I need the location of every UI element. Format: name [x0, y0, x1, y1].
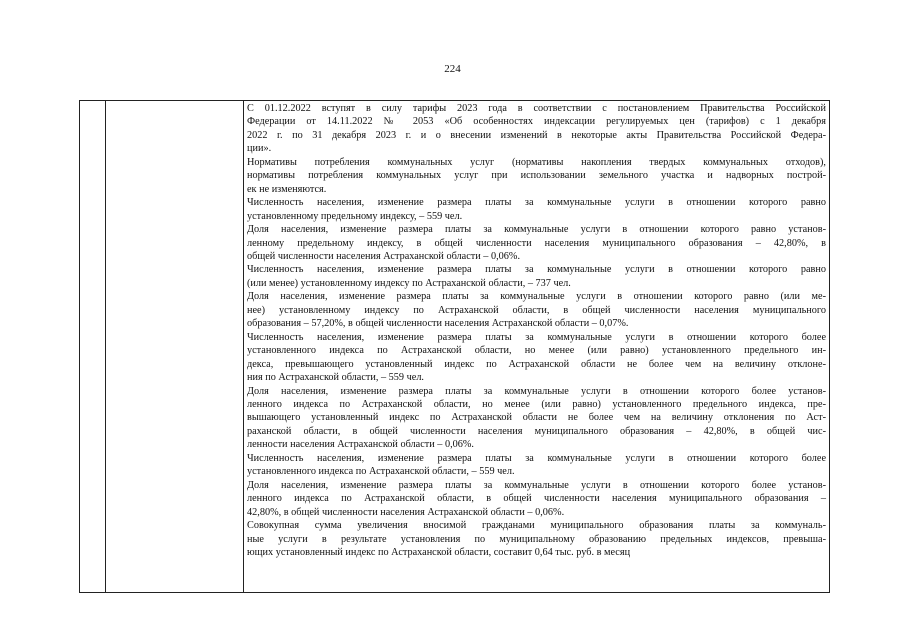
paragraph [247, 290, 826, 330]
text-line: ленности населения Астраханской области – 0,06%. [247, 439, 474, 451]
paragraph [247, 156, 826, 196]
page-number: 224 [444, 63, 461, 75]
text-line: С 01.12.2022 вступят в силу тарифы 2023 года в соответствии с постановлением Правительства Российской [247, 103, 826, 114]
paragraph [247, 331, 826, 385]
table-cell-text [247, 102, 826, 559]
text-line: общей численности населения Астраханской области – 0,06%. [247, 250, 521, 262]
text-line: Доля населения, изменение размера платы за коммунальные услуги в отношении которого равно (или ме- [247, 291, 826, 303]
paragraph [247, 102, 826, 156]
text-line: (или менее) установленному индексу по Астраханской области, – 737 чел. [247, 277, 571, 289]
text-line: ленного индекса по Астраханской области, но менее (или равно) установленного предельного индекса, пре- [247, 398, 826, 410]
table-column-divider [243, 101, 244, 592]
text-line: Численность населения, изменение размера платы за коммунальные услуги в отношении которого равно [247, 197, 826, 209]
text-line: Численность населения, изменение размера платы за коммунальные услуги в отношении которого более [247, 452, 826, 464]
text-line: образования – 57,20%, в общей численности населения Астраханской области – 0,07%. [247, 318, 629, 330]
table-column-divider [105, 101, 106, 592]
text-line: Нормативы потребления коммунальных услуг (нормативы накопления твердых коммунальных отходов), [247, 156, 826, 168]
text-line: ния по Астраханской области, – 559 чел. [247, 372, 424, 384]
text-line: Численность населения, изменение размера платы за коммунальные услуги в отношении которого равно [247, 264, 826, 276]
text-line: нормативы потребления коммунальных услуг при использовании земельного участка и надворных построй- [247, 170, 826, 182]
text-line: Доля населения, изменение размера платы за коммунальные услуги в отношении которого более установ- [247, 385, 826, 397]
paragraph [247, 223, 826, 263]
text-line: Доля населения, изменение размера платы за коммунальные услуги в отношении которого равно установ- [247, 224, 826, 236]
text-line: Федерации от 14.11.2022 № 2053 «Об особенностях индексации регулируемых цен (тарифов) с 1 декабря [247, 116, 826, 128]
text-line: нее) установленному индексу по Астраханской области, в общей численности населения муниципального [247, 304, 826, 316]
text-line: установленному предельному индексу, – 559 чел. [247, 210, 463, 222]
text-line: ющих установленный индекс по Астраханской области, составит 0,64 тыс. руб. в месяц [247, 546, 631, 558]
paragraph [247, 479, 826, 519]
text-line: 42,80%, в общей численности населения Астраханской области – 0,06%. [247, 506, 565, 518]
paragraph [247, 452, 826, 479]
text-line: ции». [247, 143, 272, 155]
text-line: Численность населения, изменение размера платы за коммунальные услуги в отношении которого более [247, 331, 826, 343]
paragraph [247, 196, 826, 223]
text-line: ек не изменяются. [247, 183, 327, 195]
document-table [79, 100, 830, 593]
text-line: ленному предельному индексу, в общей численности населения муниципального образования – 42,80%, в [247, 237, 826, 249]
text-line: установленного индекса по Астраханской области, – 559 чел. [247, 466, 515, 478]
text-line: раханской области, в общей численности населения муниципального образования – 42,80%, в общей чис- [247, 425, 826, 437]
text-line: Доля населения, изменение размера платы за коммунальные услуги в отношении которого более установ- [247, 479, 826, 491]
text-line: Совокупная сумма увеличения вносимой гражданами муниципального образования платы за коммуналь- [247, 520, 826, 532]
paragraph [247, 385, 826, 452]
text-line: вышающего установленный индекс по Астраханской области не более чем на величину отклонения по Аст- [247, 412, 826, 424]
text-line: ные услуги в результате установления по муниципальному образованию предельных индексов, превыша- [247, 533, 826, 545]
text-line: 2022 г. по 31 декабря 2023 г. и о внесении изменений в некоторые акты Правительства Российской Федера- [247, 129, 826, 141]
text-line: ленного индекса по Астраханской области, в общей численности населения муниципального образования – [247, 493, 826, 505]
paragraph [247, 263, 826, 290]
text-line: декса, превышающего установленный индекс по Астраханской области не более чем на величину отклоне- [247, 358, 826, 370]
paragraph [247, 519, 826, 559]
text-line: установленного индекса по Астраханской области, но менее (или равно) установленного предельного ин- [247, 345, 826, 357]
